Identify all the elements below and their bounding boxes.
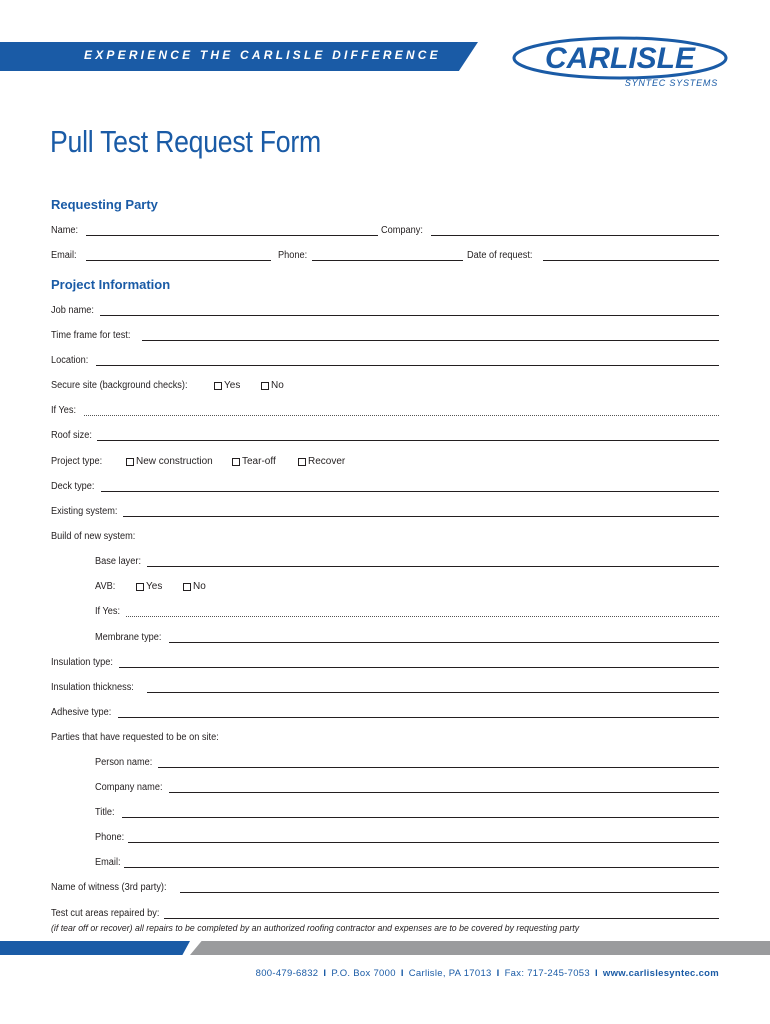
tear-off-checkbox[interactable] <box>232 456 276 467</box>
membrane-type-label: Membrane type: <box>95 632 162 643</box>
footer-phone: 800-479-6832 <box>255 968 319 979</box>
footer-separator: I <box>323 968 327 979</box>
tear-off-label: Tear-off <box>242 456 276 467</box>
job-name-field[interactable] <box>100 315 719 316</box>
footer-separator: I <box>496 968 500 979</box>
date-of-request-field[interactable] <box>543 260 719 261</box>
section-project-information: Project Information <box>51 277 171 292</box>
title-field[interactable] <box>122 817 719 818</box>
test-cut-label: Test cut areas repaired by: <box>51 908 160 919</box>
insulation-thickness-label: Insulation thickness: <box>51 682 134 693</box>
footer-separator: I <box>400 968 404 979</box>
secure-site-yes-checkbox[interactable] <box>214 380 240 391</box>
new-construction-checkbox[interactable] <box>126 456 213 467</box>
checkbox-icon <box>298 458 306 466</box>
footer-website-link[interactable]: www.carlislesyntec.com <box>602 968 719 979</box>
secure-site-no-checkbox[interactable] <box>261 380 284 391</box>
email-label: Email: <box>51 250 77 261</box>
avb-if-yes-label: If Yes: <box>95 606 121 617</box>
recover-checkbox[interactable] <box>298 456 345 467</box>
insulation-type-field[interactable] <box>119 667 719 668</box>
avb-no-checkbox[interactable] <box>183 581 206 592</box>
checkbox-icon <box>183 583 191 591</box>
logo-text: CARLISLE <box>545 42 695 75</box>
witness-label: Name of witness (3rd party): <box>51 882 167 893</box>
checkbox-icon <box>232 458 240 466</box>
avb-no-label: No <box>193 581 206 592</box>
insulation-thickness-field[interactable] <box>147 692 719 693</box>
avb-yes-label: Yes <box>146 581 163 592</box>
deck-type-label: Deck type: <box>51 481 95 492</box>
avb-yes-checkbox[interactable] <box>136 581 162 592</box>
adhesive-type-field[interactable] <box>118 717 719 718</box>
name-field[interactable] <box>86 235 378 236</box>
insulation-type-label: Insulation type: <box>51 657 113 668</box>
section-requesting-party: Requesting Party <box>51 197 158 212</box>
party-email-label: Email: <box>95 857 121 868</box>
party-email-field[interactable] <box>124 867 719 868</box>
company-label: Company: <box>381 225 423 236</box>
party-phone-label: Phone: <box>95 832 125 843</box>
roof-size-label: Roof size: <box>51 430 92 441</box>
footer-bar-gray <box>190 941 770 955</box>
checkbox-icon <box>261 382 269 390</box>
deck-type-field[interactable] <box>101 491 719 492</box>
avb-if-yes-field[interactable] <box>126 616 719 617</box>
existing-system-field[interactable] <box>123 516 719 517</box>
tagline: EXPERIENCE THE CARLISLE DIFFERENCE <box>84 48 441 62</box>
location-label: Location: <box>51 355 89 366</box>
checkbox-icon <box>214 382 222 390</box>
project-type-label: Project type: <box>51 456 103 467</box>
if-yes-field[interactable] <box>84 415 719 416</box>
witness-field[interactable] <box>180 892 719 893</box>
time-frame-label: Time frame for test: <box>51 330 131 341</box>
company-name-label: Company name: <box>95 782 163 793</box>
adhesive-type-label: Adhesive type: <box>51 707 112 718</box>
footer-separator: I <box>594 968 598 979</box>
email-field[interactable] <box>86 260 271 261</box>
form-title: Pull Test Request Form <box>50 124 321 159</box>
base-layer-field[interactable] <box>147 566 719 567</box>
if-yes-label: If Yes: <box>51 405 77 416</box>
build-new-system-label: Build of new system: <box>51 531 136 542</box>
logo-subtext: SYNTEC SYSTEMS <box>624 78 718 88</box>
carlisle-logo <box>512 36 734 88</box>
footer-city: Carlisle, PA 17013 <box>408 968 492 979</box>
roof-size-field[interactable] <box>97 440 719 441</box>
existing-system-label: Existing system: <box>51 506 118 517</box>
person-name-label: Person name: <box>95 757 153 768</box>
title-label: Title: <box>95 807 115 818</box>
name-label: Name: <box>51 225 79 236</box>
job-name-label: Job name: <box>51 305 94 316</box>
repair-note: (if tear off or recover) all repairs to be completed by an authorized roofing contractor and expenses are to be covered by requesting party <box>51 923 580 934</box>
secure-site-label: Secure site (background checks): <box>51 380 188 391</box>
avb-label: AVB: <box>95 581 116 592</box>
secure-site-yes-label: Yes <box>224 380 241 391</box>
company-field[interactable] <box>431 235 719 236</box>
footer-po-box: P.O. Box 7000 <box>331 968 396 979</box>
recover-label: Recover <box>308 456 346 467</box>
checkbox-icon <box>136 583 144 591</box>
base-layer-label: Base layer: <box>95 556 142 567</box>
checkbox-icon <box>126 458 134 466</box>
time-frame-field[interactable] <box>142 340 719 341</box>
phone-label: Phone: <box>278 250 308 261</box>
parties-on-site-label: Parties that have requested to be on site: <box>51 732 219 743</box>
footer-bar-blue <box>0 941 190 955</box>
secure-site-no-label: No <box>271 380 284 391</box>
phone-field[interactable] <box>312 260 463 261</box>
company-name-field[interactable] <box>169 792 719 793</box>
membrane-type-field[interactable] <box>169 642 719 643</box>
date-of-request-label: Date of request: <box>467 250 533 261</box>
party-phone-field[interactable] <box>128 842 719 843</box>
person-name-field[interactable] <box>158 767 719 768</box>
location-field[interactable] <box>96 365 719 366</box>
new-construction-label: New construction <box>136 456 213 467</box>
test-cut-field[interactable] <box>164 918 719 919</box>
footer-contact <box>256 968 719 979</box>
footer-fax: Fax: 717-245-7053 <box>504 968 590 979</box>
